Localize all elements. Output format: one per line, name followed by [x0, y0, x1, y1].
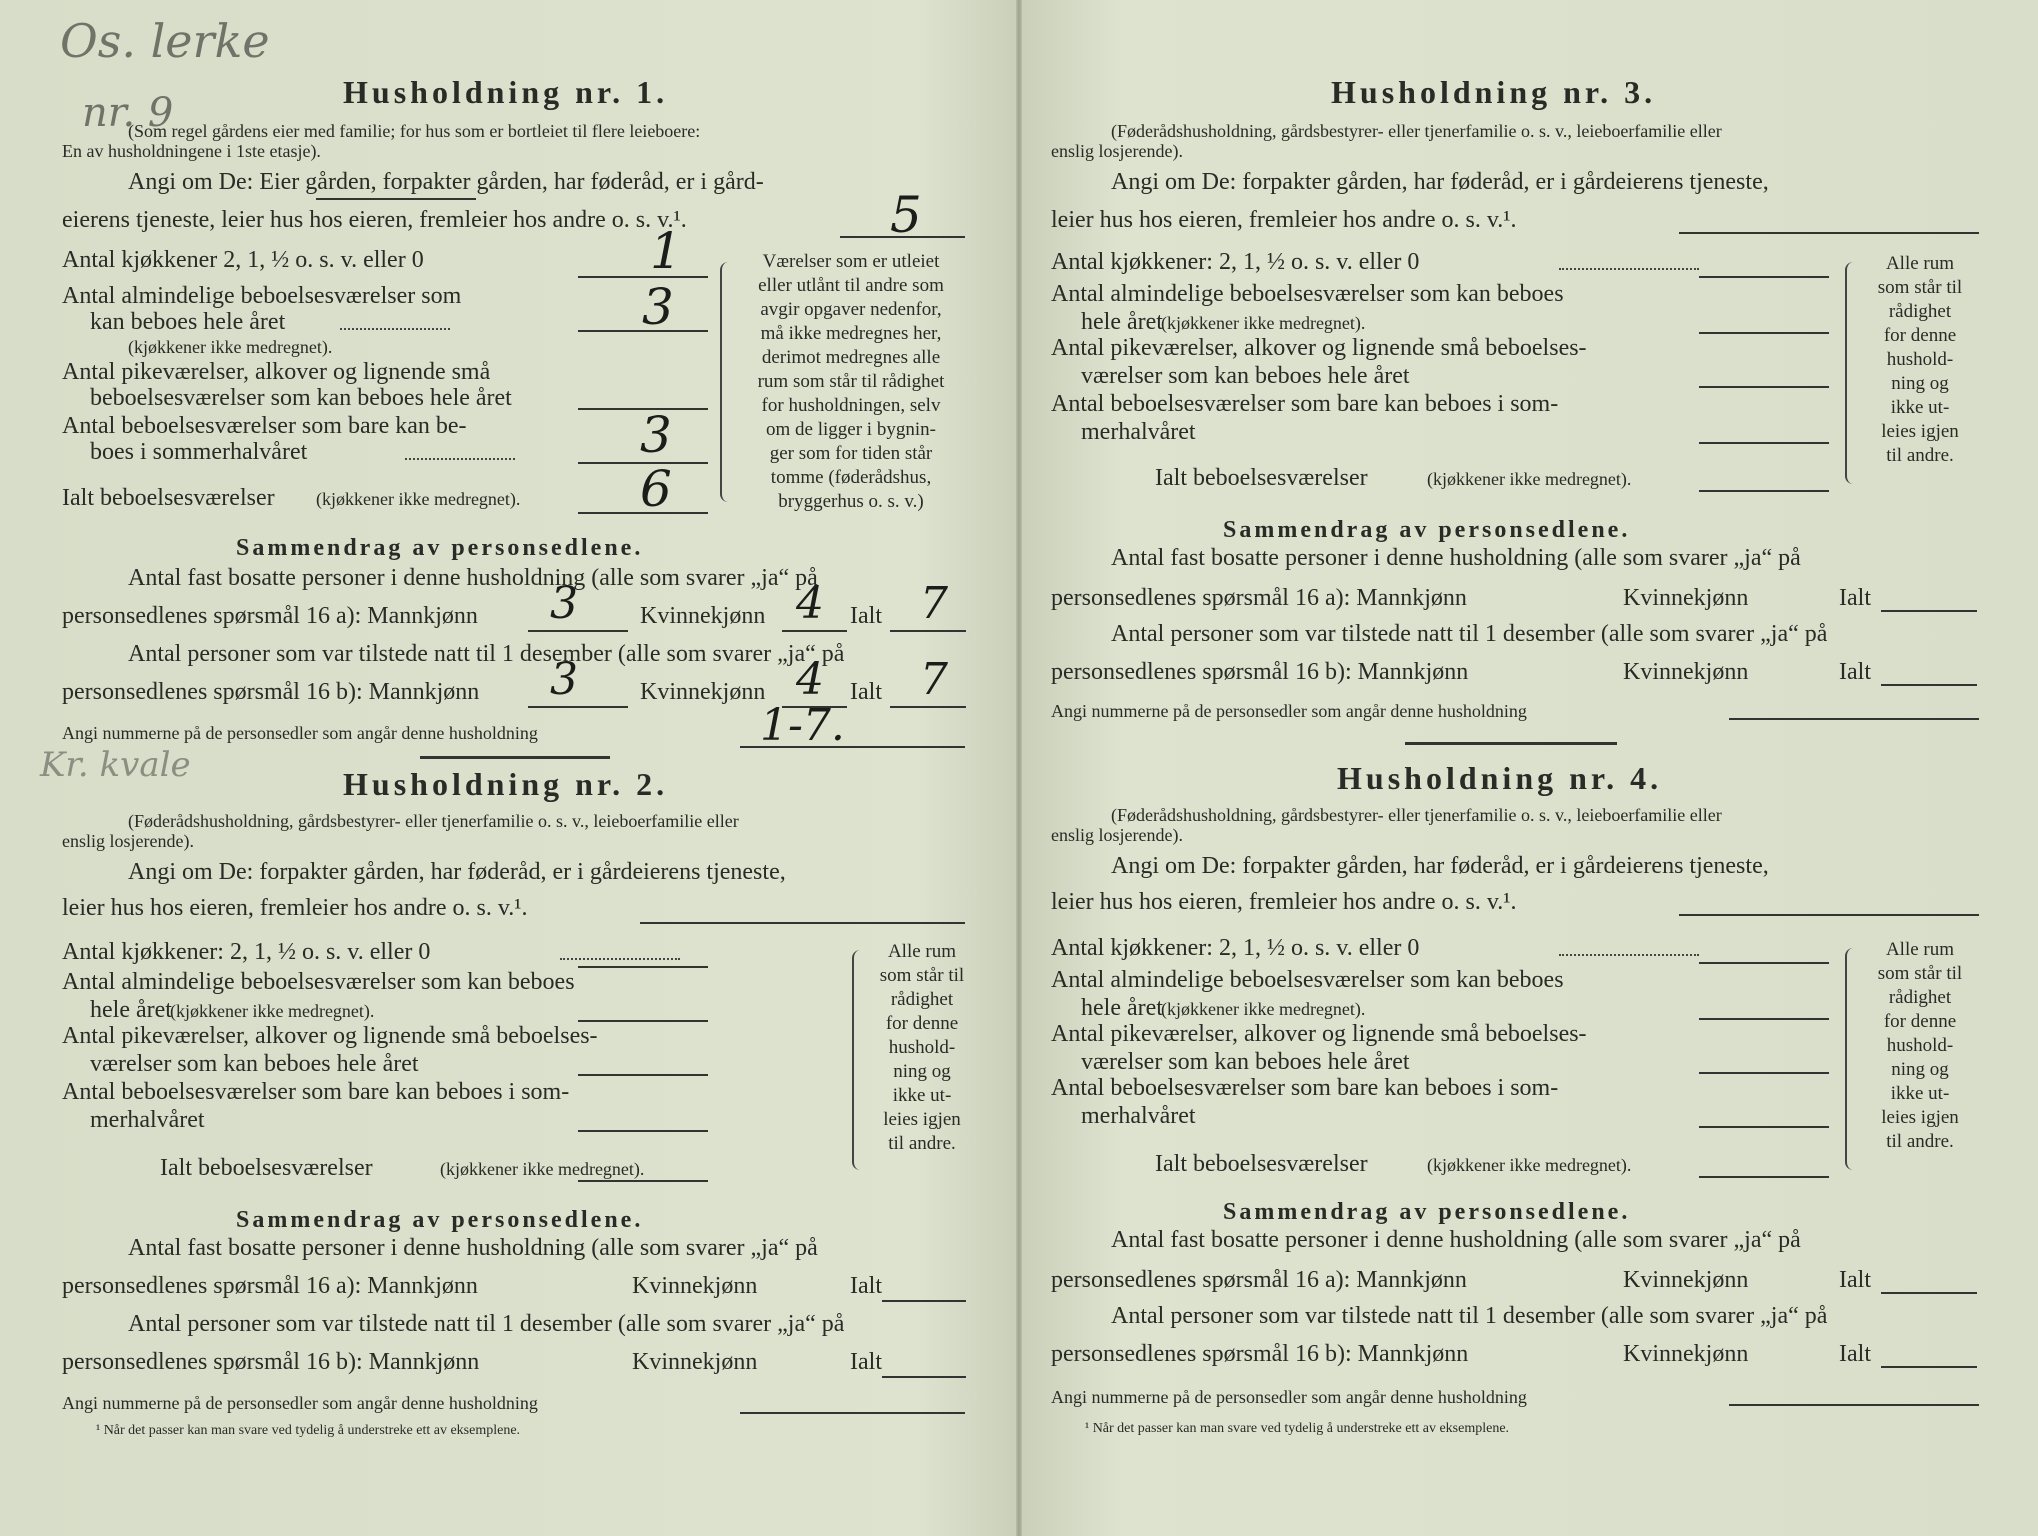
- rooms-note: (kjøkkener ikke medregnet).: [128, 337, 333, 357]
- rooms-note: (kjøkkener ikke medregnet).: [1161, 999, 1366, 1019]
- summer-rooms-label-2: merhalvåret: [90, 1107, 205, 1133]
- answer-line: [1881, 610, 1977, 612]
- side-note-line: rådighet: [890, 989, 954, 1010]
- side-note-line: avgir opgaver nedenfor,: [760, 299, 942, 320]
- answer-line: [528, 630, 628, 632]
- dot-leader: [1559, 268, 1699, 270]
- answer-line: [890, 630, 966, 632]
- small-rooms-label: Antal pikeværelser, alkover og lignende små: [62, 359, 491, 385]
- household-4-note: (Føderådshusholdning, gårdsbestyrer- eller tjenerfamilie o. s. v., leieboerfamilie eller: [1111, 805, 1722, 825]
- section-divider: [420, 756, 610, 759]
- side-brace: [720, 262, 736, 502]
- side-note-line: derimot medregnes alle: [761, 347, 941, 368]
- summary-title: Sammendrag av personsedlene.: [1223, 1199, 1631, 1225]
- answer-line: [890, 706, 966, 708]
- household-1-note-2: En av husholdningene i 1ste etasje).: [62, 141, 321, 161]
- side-note-line: ning og: [1891, 373, 1949, 394]
- side-note-line: Værelser som er utleiet: [762, 251, 940, 272]
- side-note-line: ikke ut-: [892, 1085, 952, 1106]
- answer-line: [1699, 1176, 1829, 1178]
- summary-16b-label: personsedlenes spørsmål 16 b): Mannkjønn: [1051, 659, 1469, 685]
- household-3-note: (Føderådshusholdning, gårdsbestyrer- eller tjenerfamilie o. s. v., leieboerfamilie eller: [1111, 121, 1722, 141]
- answer-line: [1699, 1072, 1829, 1074]
- side-note-line: som står til: [1877, 277, 1963, 298]
- summary-line-1: Antal fast bosatte personer i denne husholdning (alle som svarer „ja“ på: [1111, 1227, 1801, 1253]
- total-rooms-note: (kjøkkener ikke medregnet).: [440, 1159, 645, 1179]
- section-divider: [1405, 742, 1617, 745]
- total-label: Ialt: [1839, 1267, 1871, 1293]
- total-rooms-note: (kjøkkener ikke medregnet).: [316, 489, 521, 509]
- rooms-label: Antal almindelige beboelsesværelser som kan beboes: [1051, 281, 1564, 307]
- side-note-line: leies igjen: [883, 1109, 961, 1130]
- male-16a-answer: 3: [550, 578, 578, 629]
- household-3-title: Husholdning nr. 3.: [1331, 74, 1657, 110]
- answer-line: [882, 1376, 966, 1378]
- summary-line-3: Antal personer som var tilstede natt til 1 desember (alle som svarer „ja“ på: [128, 641, 845, 667]
- total-rooms-label: Ialt beboelsesværelser: [1155, 1151, 1368, 1177]
- household-2-side-note: [862, 940, 982, 1156]
- household-1-angi-line2: eierens tjeneste, leier hus hos eieren, fremleier hos andre o. s. v.¹.: [62, 207, 687, 233]
- underline-eier: [316, 198, 476, 200]
- rooms-label: Antal almindelige beboelsesværelser som kan beboes: [1051, 967, 1564, 993]
- side-note-line: ikke ut-: [1890, 397, 1950, 418]
- total-rooms-label: Ialt beboelsesværelser: [1155, 465, 1368, 491]
- total-rooms-note: (kjøkkener ikke medregnet).: [1427, 469, 1632, 489]
- answer-line: [740, 746, 965, 748]
- side-note-line: Alle rum: [1885, 253, 1955, 274]
- summary-line-3: Antal personer som var tilstede natt til 1 desember (alle som svarer „ja“ på: [128, 1311, 845, 1337]
- side-note-line: for husholdningen, selv: [761, 395, 941, 416]
- answer-line: [1679, 914, 1979, 916]
- rooms-label-2: hele året: [90, 997, 172, 1023]
- answer-line: [782, 630, 847, 632]
- answer-line: [740, 1412, 965, 1414]
- summer-rooms-label: Antal beboelsesværelser som bare kan beboes i som-: [1051, 1075, 1559, 1101]
- female-label: Kvinnekjønn: [1623, 1341, 1749, 1367]
- male-16b-answer: 3: [550, 654, 578, 705]
- female-label: Kvinnekjønn: [640, 679, 766, 705]
- summary-16a-label: personsedlenes spørsmål 16 a): Mannkjønn: [62, 1273, 478, 1299]
- female-16b-answer: 4: [796, 654, 824, 705]
- answer-line: [1881, 1366, 1977, 1368]
- total-label: Ialt: [850, 679, 882, 705]
- total-16b-answer: 7: [920, 654, 948, 705]
- rooms-note: (kjøkkener ikke medregnet).: [1161, 313, 1366, 333]
- summary-16b-label: personsedlenes spørsmål 16 b): Mannkjønn: [62, 1349, 480, 1375]
- side-note-line: ning og: [893, 1061, 951, 1082]
- marginal-note-top: Os. lerke: [60, 14, 270, 68]
- household-4-title: Husholdning nr. 4.: [1337, 760, 1663, 796]
- rooms-note: (kjøkkener ikke medregnet).: [170, 1001, 375, 1021]
- summary-title: Sammendrag av personsedlene.: [236, 1207, 644, 1233]
- small-rooms-label-2: værelser som kan beboes hele året: [1081, 1049, 1410, 1075]
- household-3-note-2: enslig losjerende).: [1051, 141, 1183, 161]
- summary-16a-label: personsedlenes spørsmål 16 a): Mannkjønn: [1051, 1267, 1467, 1293]
- total-rooms-answer: 6: [640, 460, 672, 518]
- total-label: Ialt: [1839, 659, 1871, 685]
- side-note-line: hushold-: [888, 1037, 956, 1058]
- answer-line: [578, 512, 708, 514]
- answer-line: [1699, 276, 1829, 278]
- rooms-label-2: hele året: [1081, 309, 1163, 335]
- footnote: ¹ Når det passer kan man svare ved tydelig å understreke ett av eksemplene.: [1085, 1421, 1510, 1436]
- answer-line: [1699, 386, 1829, 388]
- household-4-angi-line1: Angi om De: forpakter gården, har føderåd, er i gårdeierens tjeneste,: [1111, 853, 1769, 879]
- side-note-line: ikke ut-: [1890, 1083, 1950, 1104]
- kitchens-label: Antal kjøkkener: 2, 1, ½ o. s. v. eller 0: [62, 939, 431, 965]
- total-label: Ialt: [850, 603, 882, 629]
- side-note-line: som står til: [879, 965, 965, 986]
- household-4-note-2: enslig losjerende).: [1051, 825, 1183, 845]
- total-label: Ialt: [850, 1349, 882, 1375]
- side-note-line: bryggerhus o. s. v.): [778, 491, 924, 512]
- marginal-note-second: nr. 9: [82, 90, 174, 136]
- dot-leader: [340, 328, 450, 330]
- household-2-note-2: enslig losjerende).: [62, 831, 194, 851]
- household-3-side-note: [1855, 252, 1985, 468]
- side-note-line: til andre.: [1886, 445, 1954, 466]
- dot-leader: [405, 458, 515, 460]
- answer-line: [1699, 962, 1829, 964]
- summer-rooms-label-2: merhalvåret: [1081, 419, 1196, 445]
- household-4-side-note: [1855, 938, 1985, 1154]
- summary-line-3: Antal personer som var tilstede natt til 1 desember (alle som svarer „ja“ på: [1111, 621, 1828, 647]
- total-label: Ialt: [1839, 1341, 1871, 1367]
- household-1-angi-answer: 5: [890, 186, 922, 244]
- answer-line: [1881, 1292, 1977, 1294]
- answer-line: [1729, 718, 1979, 720]
- female-label: Kvinnekjønn: [1623, 585, 1749, 611]
- numbers-answer: 1-7.: [760, 700, 845, 751]
- kitchens-answer: 1: [650, 222, 682, 280]
- side-note-line: leies igjen: [1881, 421, 1959, 442]
- answer-line: [1699, 490, 1829, 492]
- side-note-line: Alle rum: [887, 941, 957, 962]
- answer-line: [1679, 232, 1979, 234]
- summary-line-1: Antal fast bosatte personer i denne husholdning (alle som svarer „ja“ på: [1111, 545, 1801, 571]
- female-label: Kvinnekjønn: [632, 1349, 758, 1375]
- side-note-line: må ikke medregnes her,: [760, 323, 942, 344]
- small-rooms-label-2: beboelsesværelser som kan beboes hele året: [90, 385, 512, 411]
- rooms-label: Antal almindelige beboelsesværelser som: [62, 283, 462, 309]
- dot-leader: [560, 958, 680, 960]
- answer-line: [1699, 332, 1829, 334]
- side-note-line: Alle rum: [1885, 939, 1955, 960]
- summer-rooms-label-2: boes i sommerhalvåret: [90, 439, 308, 465]
- answer-line: [578, 966, 708, 968]
- answer-line: [578, 1180, 708, 1182]
- summary-line-1: Antal fast bosatte personer i denne husholdning (alle som svarer „ja“ på: [128, 1235, 818, 1261]
- side-note-line: eller utlånt til andre som: [758, 275, 944, 296]
- side-note-line: ger som for tiden står: [769, 443, 933, 464]
- summary-16a-label: personsedlenes spørsmål 16 a): Mannkjønn: [1051, 585, 1467, 611]
- rooms-label: Antal almindelige beboelsesværelser som kan beboes: [62, 969, 575, 995]
- side-note-line: ning og: [1891, 1059, 1949, 1080]
- total-16a-answer: 7: [920, 578, 948, 629]
- answer-line: [840, 236, 965, 238]
- answer-line: [578, 330, 708, 332]
- side-note-line: leies igjen: [1881, 1107, 1959, 1128]
- answer-line: [882, 1300, 966, 1302]
- answer-line: [1729, 1404, 1979, 1406]
- kitchens-label: Antal kjøkkener: 2, 1, ½ o. s. v. eller 0: [1051, 935, 1420, 961]
- household-3-angi-line1: Angi om De: forpakter gården, har føderåd, er i gårdeierens tjeneste,: [1111, 169, 1769, 195]
- household-2-note: (Føderådshusholdning, gårdsbestyrer- eller tjenerfamilie o. s. v., leieboerfamilie eller: [128, 811, 739, 831]
- summer-rooms-label-2: merhalvåret: [1081, 1103, 1196, 1129]
- rooms-label-2: kan beboes hele året: [90, 309, 286, 335]
- answer-line: [640, 922, 965, 924]
- answer-line: [1699, 1126, 1829, 1128]
- female-label: Kvinnekjønn: [1623, 659, 1749, 685]
- side-note-line: rådighet: [1888, 987, 1952, 1008]
- summer-rooms-label: Antal beboelsesværelser som bare kan be-: [62, 413, 467, 439]
- summary-16b-label: personsedlenes spørsmål 16 b): Mannkjønn: [62, 679, 480, 705]
- side-note-line: rum som står til rådighet: [757, 371, 945, 392]
- small-rooms-label-2: værelser som kan beboes hele året: [90, 1051, 419, 1077]
- summary-16b-label: personsedlenes spørsmål 16 b): Mannkjønn: [1051, 1341, 1469, 1367]
- household-1-side-note: [736, 250, 966, 514]
- side-note-line: rådighet: [1888, 301, 1952, 322]
- numbers-label: Angi nummerne på de personsedler som angår denne husholdning: [62, 723, 538, 743]
- answer-line: [1699, 1018, 1829, 1020]
- total-rooms-label: Ialt beboelsesværelser: [160, 1155, 373, 1181]
- female-label: Kvinnekjønn: [1623, 1267, 1749, 1293]
- answer-line: [528, 706, 628, 708]
- side-note-line: hushold-: [1886, 349, 1954, 370]
- household-1-note: (Som regel gårdens eier med familie; for hus som er bortleiet til flere leieboere:: [128, 121, 701, 141]
- answer-line: [578, 1130, 708, 1132]
- side-note-line: som står til: [1877, 963, 1963, 984]
- side-note-line: om de ligger i bygnin-: [766, 419, 936, 440]
- footnote: ¹ Når det passer kan man svare ved tydelig å understreke ett av eksemplene.: [96, 1423, 521, 1438]
- household-2-angi-line2: leier hus hos eieren, fremleier hos andre o. s. v.¹.: [62, 895, 528, 921]
- household-3-angi-line2: leier hus hos eieren, fremleier hos andre o. s. v.¹.: [1051, 207, 1517, 233]
- side-note-line: for denne: [1883, 325, 1957, 346]
- answer-line: [1881, 684, 1977, 686]
- female-16a-answer: 4: [796, 578, 824, 629]
- household-1-title: Husholdning nr. 1.: [343, 74, 669, 110]
- household-1-angi-line1: Angi om De: Eier gården, forpakter gården, har føderåd, er i gård-: [128, 169, 764, 195]
- summer-rooms-label: Antal beboelsesværelser som bare kan beboes i som-: [62, 1079, 570, 1105]
- kitchens-label: Antal kjøkkener: 2, 1, ½ o. s. v. eller 0: [1051, 249, 1420, 275]
- kitchens-label: Antal kjøkkener 2, 1, ½ o. s. v. eller 0: [62, 247, 424, 273]
- side-note-line: for denne: [885, 1013, 959, 1034]
- numbers-label: Angi nummerne på de personsedler som angår denne husholdning: [1051, 1387, 1527, 1407]
- answer-line: [1699, 442, 1829, 444]
- rooms-label-2: hele året: [1081, 995, 1163, 1021]
- household-2-title: Husholdning nr. 2.: [343, 766, 669, 802]
- small-rooms-label: Antal pikeværelser, alkover og lignende små beboelses-: [1051, 335, 1587, 361]
- side-note-line: hushold-: [1886, 1035, 1954, 1056]
- total-label: Ialt: [1839, 585, 1871, 611]
- total-label: Ialt: [850, 1273, 882, 1299]
- total-rooms-label: Ialt beboelsesværelser: [62, 485, 275, 511]
- total-rooms-note: (kjøkkener ikke medregnet).: [1427, 1155, 1632, 1175]
- answer-line: [578, 1074, 708, 1076]
- numbers-label: Angi nummerne på de personsedler som angår denne husholdning: [1051, 701, 1527, 721]
- household-2-angi-line1: Angi om De: forpakter gården, har føderåd, er i gårdeierens tjeneste,: [128, 859, 786, 885]
- side-note-line: tomme (føderådshus,: [770, 467, 932, 488]
- female-label: Kvinnekjønn: [640, 603, 766, 629]
- marginal-note-mid: Kr. kvale: [40, 745, 191, 785]
- right-page: [1019, 0, 2038, 1536]
- summary-16a-label: personsedlenes spørsmål 16 a): Mannkjønn: [62, 603, 478, 629]
- small-rooms-label-2: værelser som kan beboes hele året: [1081, 363, 1410, 389]
- small-rooms-label: Antal pikeværelser, alkover og lignende små beboelses-: [62, 1023, 598, 1049]
- summary-title: Sammendrag av personsedlene.: [236, 535, 644, 561]
- numbers-label: Angi nummerne på de personsedler som angår denne husholdning: [62, 1393, 538, 1413]
- summer-rooms-label: Antal beboelsesværelser som bare kan beboes i som-: [1051, 391, 1559, 417]
- side-note-line: for denne: [1883, 1011, 1957, 1032]
- summary-title: Sammendrag av personsedlene.: [1223, 517, 1631, 543]
- side-note-line: til andre.: [888, 1133, 956, 1154]
- dot-leader: [1559, 954, 1699, 956]
- summer-rooms-answer: 3: [640, 406, 672, 464]
- household-4-angi-line2: leier hus hos eieren, fremleier hos andre o. s. v.¹.: [1051, 889, 1517, 915]
- side-note-line: til andre.: [1886, 1131, 1954, 1152]
- female-label: Kvinnekjønn: [632, 1273, 758, 1299]
- small-rooms-label: Antal pikeværelser, alkover og lignende små beboelses-: [1051, 1021, 1587, 1047]
- summary-line-3: Antal personer som var tilstede natt til 1 desember (alle som svarer „ja“ på: [1111, 1303, 1828, 1329]
- summary-line-1: Antal fast bosatte personer i denne husholdning (alle som svarer „ja“ på: [128, 565, 818, 591]
- rooms-answer: 3: [642, 278, 674, 336]
